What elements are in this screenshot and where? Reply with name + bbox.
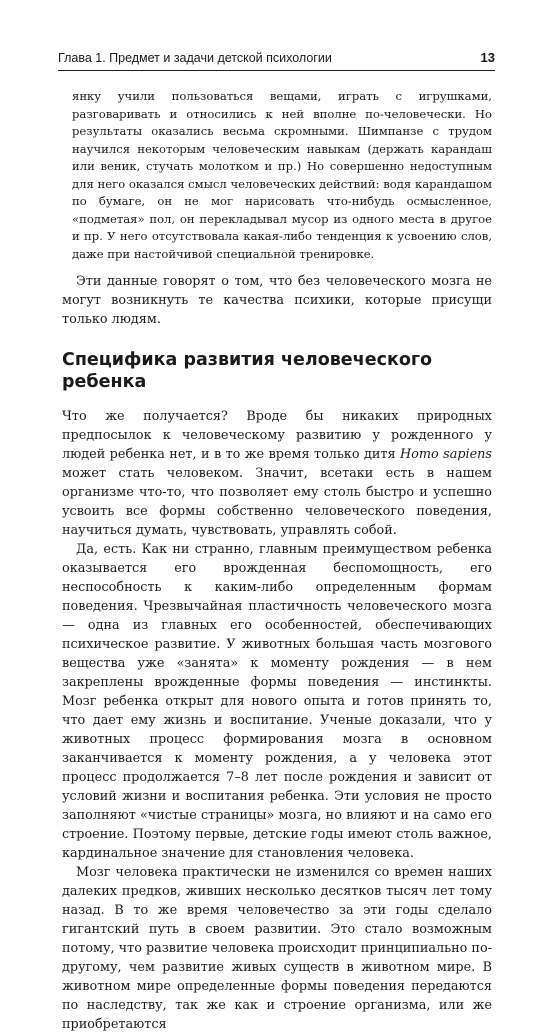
paragraph-1-text-end: может стать человеком. Значит, всетаки есть в нашем организме что-то, что позволяет ему столь быстро и успешно усвоить все формы собственно человеческого поведения, научиться думать, чувствовать, управлять собой. xyxy=(62,466,492,538)
paragraph-3: Мозг человека практически не изменился со времен наших далеких предков, живших несколько десятков тысяч лет тому назад. В то же время человечество за эти годы сделало гигантский путь в своем развитии. Это стало возможным потому, что развитие человека происходит принципиально по-другому, чем развитие живых существ в животном мире. В животном мире определенные формы поведения передаются по наследству, так же как и строение организма, или же приобретаются xyxy=(62,865,492,1032)
paragraph-2: Да, есть. Как ни странно, главным преимуществом ребенка оказывается его врожденная беспомощность, его неспособность к каким-либо определенным формам поведения. Чрезвычайная пластичность человеческого мозга — одна из главных его особенностей, обеспечивающих психическое развитие. У животных большая часть мозгового вещества уже «занята» к моменту рождения — в нем закреплены врожденные формы поведения — инстинкты. Мозг ребенка открыт для нового опыта и готов принять то, что дает ему жизнь и воспитание. Ученые доказали, что у животных процесс формирования мозга в основном заканчивается к моменту рождения, а у человека этот процесс продолжается 7–8 лет после рождения и зависит от условий жизни и воспитания ребенка. Эти условия не просто заполняют «чистые страницы» мозга, но влияют и на само его строение. Поэтому первые, детские годы имеют столь важное, кардинальное значение для становления человека. xyxy=(62,542,492,861)
page-body xyxy=(62,88,492,1034)
header-divider xyxy=(58,70,495,71)
latin-term: Homo sapiens xyxy=(400,447,492,462)
running-header xyxy=(58,50,495,65)
intro-paragraph: Эти данные говорят о том, что без человеческого мозга не могут возникнуть те качества психики, которые присущи только людям. xyxy=(62,274,492,327)
page-number: 13 xyxy=(480,50,495,65)
section-heading: Специфика развития человеческого ребенка xyxy=(62,350,433,392)
chapter-title: Глава 1. Предмет и задачи детской психологии xyxy=(58,51,332,65)
quoted-passage: янку учили пользоваться вещами, играть с игрушками, разговаривать и относились к ней вполне по-человечески. Но результаты оказались весьма скромными. Шимпанзе с трудом научился некоторым человеческим навыкам (держать карандаш или веник, стучать молотком и пр.) Но совершенно недоступным для него оказался смысл человеческих действий: водя карандашом по бумаге, он не мог нарисовать что-нибудь осмысленное, «подметая» пол, он перекладывал мусор из одного места в другое и пр. У него отсутствовала какая-либо тенденция к усвоению слов, даже при настойчивой специальной тренировке. xyxy=(72,89,492,261)
paragraph-1 xyxy=(62,407,492,540)
paragraph-1-text-start: Что же получается? Вроде бы никаких природных предпосылок к человеческому развитию у рожденного у людей ребенка нет, и в то же время только дитя xyxy=(62,409,492,462)
